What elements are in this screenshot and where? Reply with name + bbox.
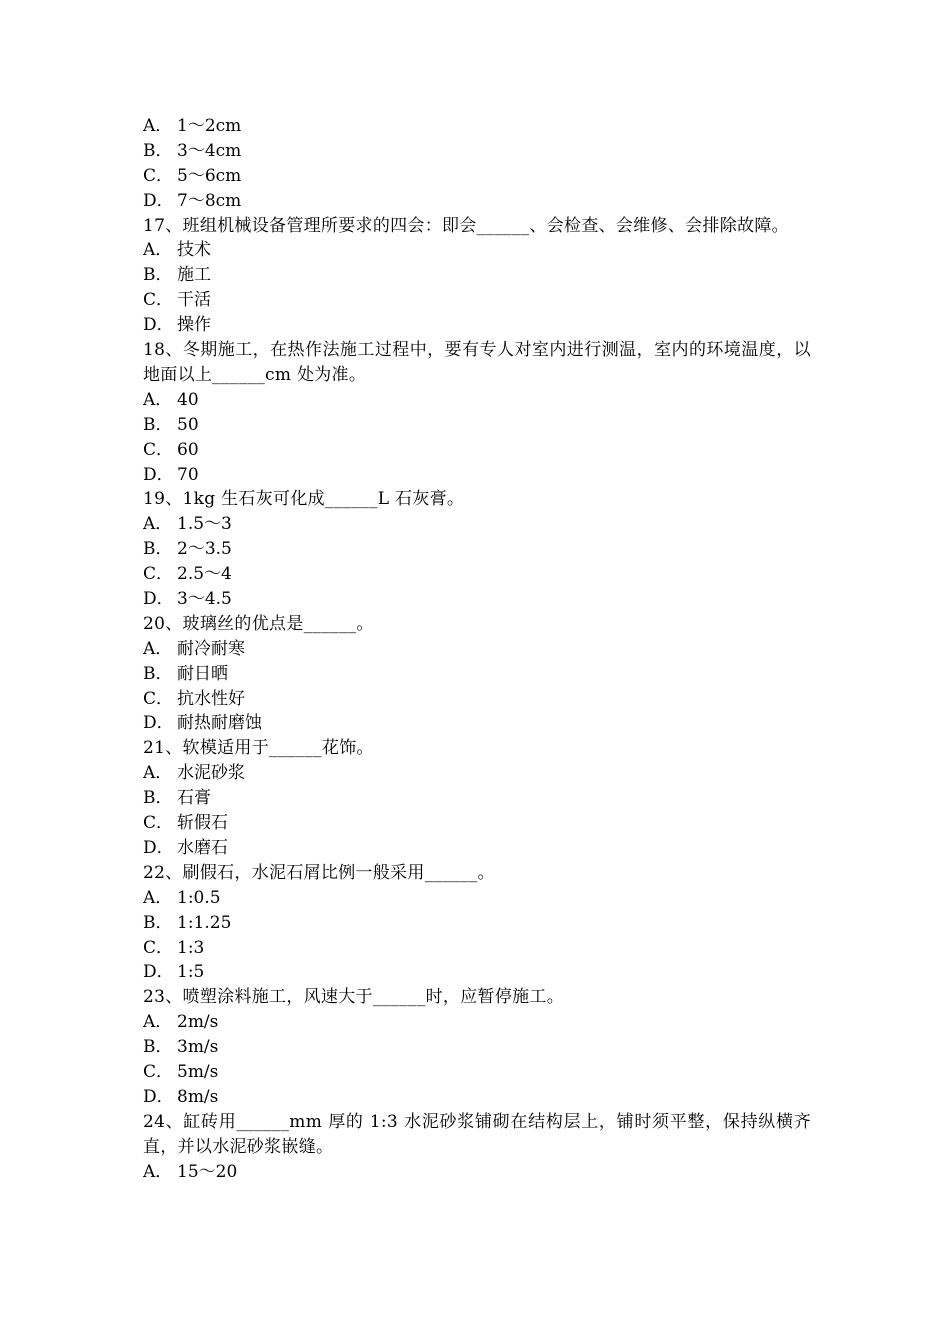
- question-text: 18、冬期施工，在热作法施工过程中，要有专人对室内进行测温，室内的环境温度，以地面以上______cm 处为准。: [143, 340, 811, 385]
- option-letter: C．: [143, 688, 174, 709]
- option-a: [143, 1010, 811, 1035]
- option-letter: C．: [143, 564, 174, 585]
- option-text: 5m/s: [177, 1061, 219, 1082]
- option-text: 40: [177, 389, 199, 410]
- option-letter: D．: [143, 837, 174, 858]
- question-block: [143, 1110, 811, 1185]
- option-d: [143, 960, 811, 985]
- question-text: 17、班组机械设备管理所要求的四会：即会______、会检查、会维修、会排除故障。: [143, 215, 789, 236]
- option-text: 石膏: [177, 788, 211, 809]
- option-letter: C．: [143, 165, 174, 186]
- option-letter: B．: [143, 414, 173, 435]
- option-letter: D．: [143, 713, 174, 734]
- option-letter: A．: [143, 763, 173, 784]
- option-text: 2.5～4: [177, 564, 232, 585]
- question-block: [143, 861, 811, 985]
- option-text: 耐热耐磨蚀: [177, 713, 262, 734]
- question-block: [143, 214, 811, 338]
- option-text: 1.5～3: [177, 514, 232, 535]
- option-letter: C．: [143, 290, 174, 311]
- option-c: [143, 164, 811, 189]
- option-b: [143, 786, 811, 811]
- option-letter: C．: [143, 813, 174, 834]
- option-text: 3m/s: [177, 1037, 219, 1058]
- option-text: 1～2cm: [177, 116, 242, 136]
- option-letter: A．: [143, 116, 173, 136]
- option-text: 耐冷耐寒: [177, 638, 245, 659]
- option-d: [143, 189, 811, 214]
- option-a: [143, 114, 811, 139]
- option-letter: B．: [143, 663, 173, 684]
- option-text: 5～6cm: [177, 165, 242, 186]
- option-letter: C．: [143, 1061, 174, 1082]
- option-c: [143, 687, 811, 712]
- option-d: [143, 1085, 811, 1110]
- option-c: [143, 936, 811, 961]
- question-text: 24、缸砖用______mm 厚的 1:3 水泥砂浆铺砌在结构层上，铺时须平整，保持纵横齐直，并以水泥砂浆嵌缝。: [143, 1111, 811, 1157]
- option-text: 2～3.5: [177, 539, 232, 560]
- option-text: 1:1.25: [177, 912, 232, 933]
- option-letter: A．: [143, 887, 173, 908]
- option-letter: B．: [143, 539, 173, 560]
- question-block: [143, 985, 811, 1109]
- option-d: [143, 587, 811, 612]
- option-letter: A．: [143, 514, 173, 535]
- question-text: 21、软模适用于______花饰。: [143, 738, 374, 759]
- option-text: 技术: [177, 240, 211, 261]
- option-letter: C．: [143, 439, 174, 460]
- option-letter: B．: [143, 140, 173, 161]
- question-text: 23、喷塑涂料施工，风速大于______时，应暂停施工。: [143, 987, 565, 1008]
- option-letter: A．: [143, 389, 173, 410]
- option-letter: D．: [143, 1086, 174, 1107]
- option-letter: D．: [143, 190, 174, 211]
- option-b: [143, 1035, 811, 1060]
- option-letter: B．: [143, 265, 173, 286]
- option-d: [143, 463, 811, 488]
- leading-options: [143, 114, 811, 214]
- option-text: 3～4.5: [177, 588, 232, 609]
- option-text: 水泥砂浆: [177, 763, 245, 784]
- option-c: [143, 438, 811, 463]
- option-text: 斩假石: [177, 813, 228, 834]
- option-b: [143, 263, 811, 288]
- question-text: 19、1kg 生石灰可化成______L 石灰膏。: [143, 489, 465, 510]
- option-letter: A．: [143, 1012, 173, 1033]
- option-a: [143, 886, 811, 911]
- option-text: 水磨石: [177, 837, 228, 858]
- option-d: [143, 313, 811, 338]
- option-letter: B．: [143, 788, 173, 809]
- option-b: [143, 662, 811, 687]
- option-text: 干活: [177, 290, 211, 311]
- question-list: [143, 114, 811, 1184]
- option-letter: C．: [143, 937, 174, 958]
- option-letter: D．: [143, 464, 174, 485]
- option-letter: A．: [143, 240, 173, 261]
- option-d: [143, 711, 811, 736]
- question-text: 22、刷假石，水泥石屑比例一般采用______。: [143, 862, 495, 883]
- option-a: [143, 1160, 811, 1185]
- question-text: 20、玻璃丝的优点是______。: [143, 613, 374, 634]
- option-text: 1:0.5: [177, 887, 221, 908]
- option-letter: B．: [143, 1037, 173, 1058]
- option-c: [143, 562, 811, 587]
- option-letter: D．: [143, 588, 174, 609]
- question-block: [143, 338, 811, 487]
- option-text: 15～20: [177, 1161, 238, 1182]
- option-text: 操作: [177, 315, 211, 336]
- option-text: 耐日晒: [177, 663, 228, 684]
- option-text: 施工: [177, 265, 211, 286]
- option-c: [143, 1060, 811, 1085]
- option-a: [143, 637, 811, 662]
- option-letter: B．: [143, 912, 173, 933]
- option-letter: D．: [143, 315, 174, 336]
- option-d: [143, 836, 811, 861]
- option-letter: D．: [143, 962, 174, 983]
- option-text: 8m/s: [177, 1086, 219, 1107]
- option-text: 3～4cm: [177, 140, 242, 161]
- question-block: [143, 736, 811, 860]
- option-b: [143, 537, 811, 562]
- option-a: [143, 388, 811, 413]
- option-text: 2m/s: [177, 1012, 219, 1033]
- option-b: [143, 139, 811, 164]
- option-text: 抗水性好: [177, 688, 245, 709]
- option-b: [143, 911, 811, 936]
- option-a: [143, 238, 811, 263]
- question-block: [143, 487, 811, 611]
- option-text: 1:3: [177, 937, 205, 958]
- option-letter: A．: [143, 638, 173, 659]
- option-c: [143, 811, 811, 836]
- option-b: [143, 413, 811, 438]
- option-a: [143, 761, 811, 786]
- option-text: 60: [177, 439, 199, 460]
- option-text: 70: [177, 464, 199, 485]
- option-letter: A．: [143, 1161, 173, 1182]
- option-a: [143, 512, 811, 537]
- option-text: 50: [177, 414, 199, 435]
- option-text: 1:5: [177, 962, 205, 983]
- option-text: 7～8cm: [177, 190, 242, 211]
- question-block: [143, 612, 811, 736]
- option-c: [143, 288, 811, 313]
